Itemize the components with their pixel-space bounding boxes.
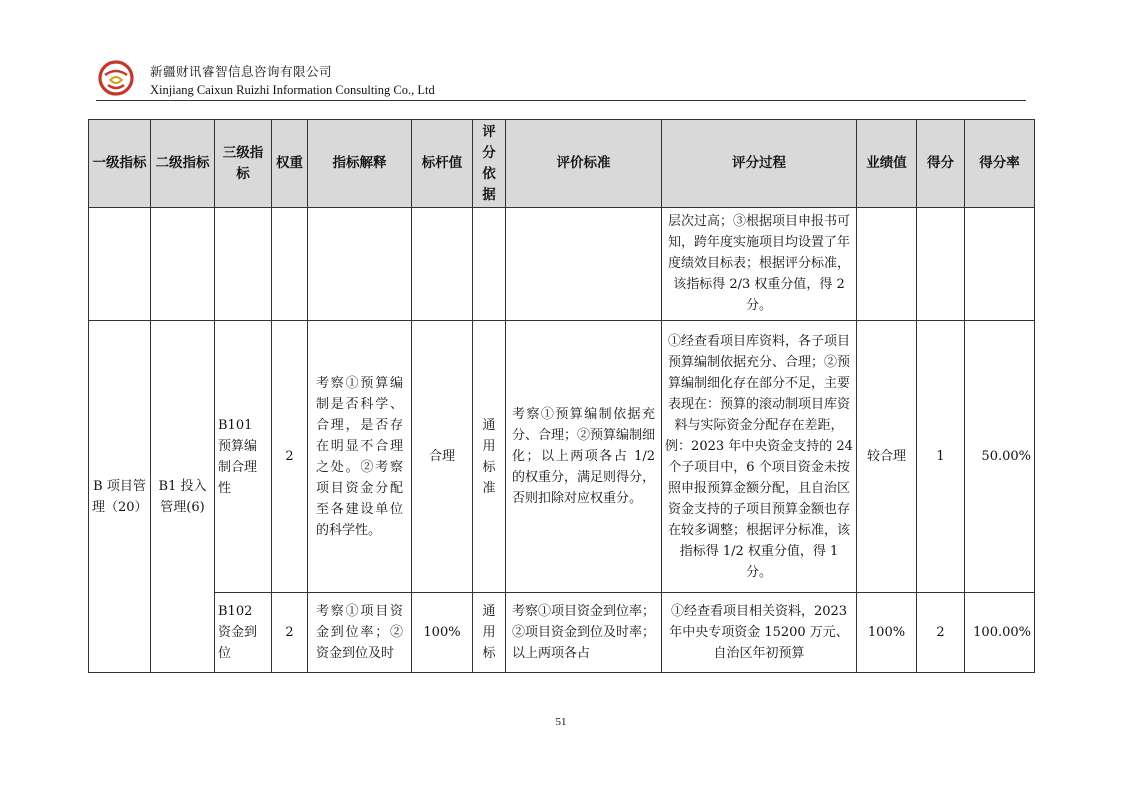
company-name-en: Xinjiang Caixun Ruizhi Information Consulting Co., Ltd: [150, 83, 435, 97]
table-row: [89, 593, 1035, 673]
explanation-cell: 考察①预算编制是否科学、合理，是否存在明显不合理之处。②考察项目资金分配至各建设单位的科学性。: [308, 321, 412, 593]
weight-cell: 2: [272, 593, 308, 673]
weight-cell: 2: [272, 321, 308, 593]
col-header-rate: 得分率: [965, 120, 1035, 208]
company-logo: [96, 58, 136, 98]
col-header-level2: 二级指标: [151, 120, 215, 208]
score-cell: 2: [917, 593, 965, 673]
table-row: [89, 321, 1035, 593]
criteria-cell: 考察①预算编制依据充分、合理；②预算编制细化；以上两项各占 1/2 的权重分，满足则得分，否则扣除对应权重分。: [506, 321, 662, 593]
col-header-process: 评分过程: [662, 120, 857, 208]
col-header-performance: 业绩值: [857, 120, 917, 208]
col-header-score: 得分: [917, 120, 965, 208]
table-header-row: [89, 120, 1035, 208]
basis-cell: 通 用 标 准: [473, 321, 506, 593]
rate-cell: 100.00%: [965, 593, 1035, 673]
col-header-level3: 三级指标: [215, 120, 272, 208]
company-name-cn: 新疆财讯睿智信息咨询有限公司: [150, 64, 333, 79]
criteria-cell: 考察①项目资金到位率；②项目资金到位及时率；以上两项各占: [506, 593, 662, 673]
table-row-continuation: [89, 208, 1035, 321]
level1-cell: B 项目管理（20）: [89, 321, 151, 673]
performance-cell: 100%: [857, 593, 917, 673]
col-header-explanation: 指标解释: [308, 120, 412, 208]
col-header-level1: 一级指标: [89, 120, 151, 208]
rate-cell: 50.00%: [965, 321, 1035, 593]
level3-cell: B101 预算编制合理性: [215, 321, 272, 593]
process-cell: ①经查看项目相关资料，2023 年中央专项资金 15200 万元、自治区年初预算: [662, 593, 857, 673]
benchmark-cell: 100%: [412, 593, 473, 673]
col-header-benchmark: 标杆值: [412, 120, 473, 208]
basis-cell: 通 用 标: [473, 593, 506, 673]
evaluation-table: [88, 119, 1035, 673]
score-cell: 1: [917, 321, 965, 593]
explanation-cell: 考察①项目资金到位率；②资金到位及时: [308, 593, 412, 673]
col-header-weight: 权重: [272, 120, 308, 208]
page-number: 51: [555, 716, 567, 728]
level2-cell: B1 投入管理(6): [151, 321, 215, 673]
col-header-criteria: 评价标准: [506, 120, 662, 208]
process-continuation-text: 层次过高；③根据项目申报书可知，跨年度实施项目均设置了年度绩效目标表；根据评分标准，该指标得 2/3 权重分值，得 2 分。: [667, 214, 850, 313]
level3-cell: B102 资金到位: [215, 593, 272, 673]
performance-cell: 较合理: [857, 321, 917, 593]
header-rule: [96, 100, 1026, 101]
benchmark-cell: 合理: [412, 321, 473, 593]
col-header-basis: 评 分 依 据: [473, 120, 506, 208]
process-cell: ①经查看项目库资料，各子项目预算编制依据充分、合理；②预算编制细化存在部分不足，主要表现在：预算的滚动制项目库资料与实际资金分配存在差距，例：2023 年中央资金支持的 24 个子项目中，6 个项目资金未按照申报预算金额分配，且自治区资金支持的子项目预算金额也存在较多调整；根据评分标准，该指标得 1/2 权重分值，得 1 分。: [662, 321, 857, 593]
